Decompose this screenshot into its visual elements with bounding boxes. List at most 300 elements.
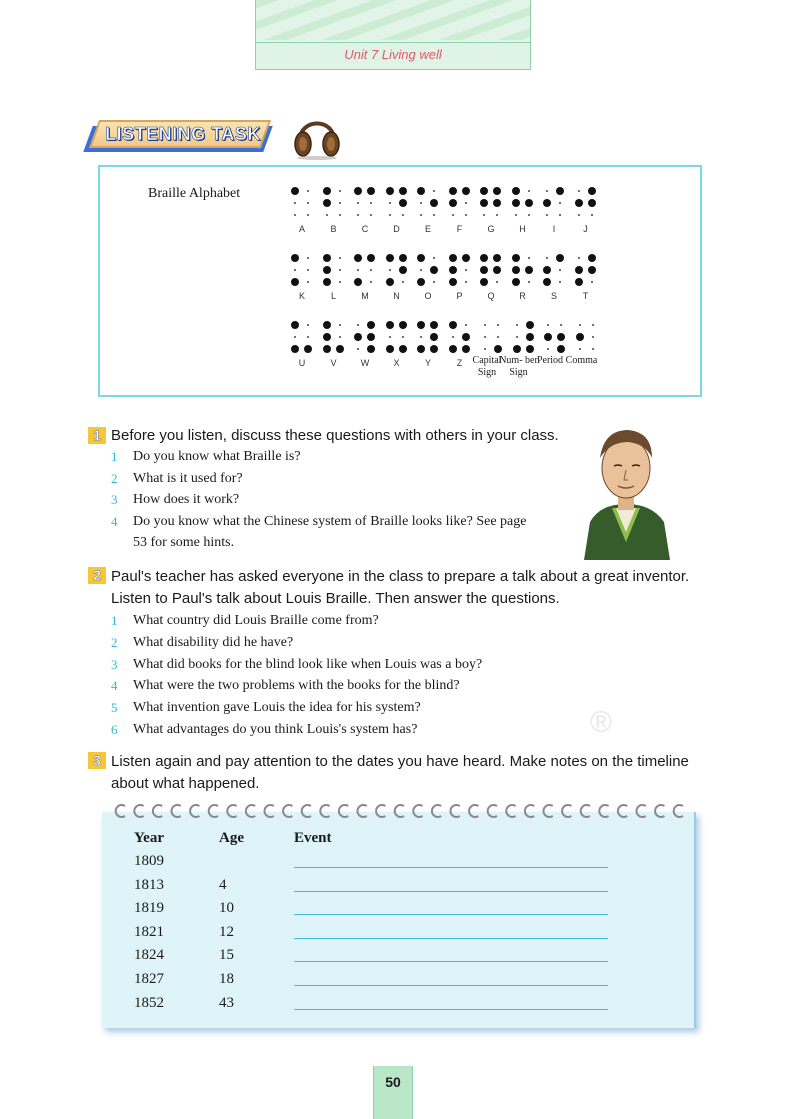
braille-dot-flat [389, 269, 391, 271]
braille-letter-caption: W [360, 358, 370, 368]
question-2-item [111, 632, 294, 653]
braille-dot-flat [307, 202, 309, 204]
timeline-header-age: Age [219, 830, 244, 846]
braille-dot-flat [402, 214, 404, 216]
question-1-item-number: 1 [111, 449, 118, 464]
braille-dot-flat [528, 257, 530, 259]
braille-dot-raised [399, 187, 407, 195]
braille-letter-c [353, 186, 377, 234]
question-2-item-text: What were the two problems with the books for the blind? [133, 678, 460, 694]
braille-letter-caption: J [583, 224, 588, 234]
braille-dot-flat [339, 336, 341, 338]
braille-cell [448, 320, 472, 356]
braille-dot-raised [386, 254, 394, 262]
braille-letter-caption: D [393, 224, 400, 234]
braille-dot-raised [449, 278, 457, 286]
braille-dot-raised [462, 345, 470, 353]
braille-dot-flat [402, 281, 404, 283]
braille-dot-raised [449, 345, 457, 353]
braille-dot-raised [588, 254, 596, 262]
braille-dot-raised [588, 266, 596, 274]
spiral-ring [618, 805, 627, 817]
braille-dot-flat [307, 269, 309, 271]
braille-dot-flat [357, 214, 359, 216]
spiral-ring [339, 805, 348, 817]
braille-dot-flat [516, 324, 518, 326]
page-number: 50 [385, 1074, 401, 1090]
braille-dot-flat [294, 269, 296, 271]
braille-dot-raised [323, 254, 331, 262]
braille-dot-flat [420, 336, 422, 338]
braille-cell [479, 186, 503, 222]
braille-dot-flat [496, 281, 498, 283]
timeline-header-year: Year [134, 830, 164, 846]
braille-dot-flat [370, 269, 372, 271]
spiral-ring [581, 805, 590, 817]
timeline-age: 15 [219, 947, 234, 964]
question-3-badge: 3 [88, 752, 106, 769]
braille-cell [574, 253, 598, 289]
braille-letter-y [416, 320, 440, 368]
braille-dot-flat [339, 214, 341, 216]
braille-dot-flat [389, 202, 391, 204]
braille-dot-raised [323, 199, 331, 207]
braille-dot-raised [575, 199, 583, 207]
braille-dot-flat [420, 214, 422, 216]
braille-letter-q [479, 253, 503, 301]
braille-dot-raised [323, 187, 331, 195]
question-1-item-text: What is it used for? [133, 470, 243, 486]
question-1-item-text: How does it work? [133, 492, 240, 507]
braille-dot-raised [386, 321, 394, 329]
braille-cell [480, 320, 504, 356]
braille-dot-raised [449, 266, 457, 274]
braille-letter-caption: X [393, 358, 400, 368]
braille-dot-raised [512, 254, 520, 262]
braille-dot-flat [578, 214, 580, 216]
braille-dot-flat [515, 214, 517, 216]
braille-dot-flat [465, 202, 467, 204]
braille-cell [512, 320, 536, 356]
braille-cell [542, 253, 566, 289]
braille-dot-flat [294, 336, 296, 338]
timeline-event-line[interactable] [294, 1009, 608, 1010]
braille-dot-raised [526, 345, 534, 353]
braille-dot-flat [370, 281, 372, 283]
braille-dot-flat [465, 281, 467, 283]
braille-symbol [480, 320, 504, 356]
braille-dot-flat [294, 214, 296, 216]
spiral-ring [209, 805, 218, 817]
spiral-ring [134, 805, 143, 817]
braille-dot-raised [462, 187, 470, 195]
question-2-item [111, 654, 483, 675]
notebook-spiral [112, 800, 692, 822]
braille-dot-flat [591, 214, 593, 216]
braille-cell [290, 253, 314, 289]
question-2-item [111, 610, 379, 631]
question-1-item-text: Do you know what Braille is? [133, 449, 301, 464]
question-1-item-number: 4 [111, 513, 118, 529]
spiral-ring [357, 805, 366, 817]
braille-dot-raised [556, 187, 564, 195]
braille-dot-flat [307, 257, 309, 259]
question-2-item-text: What invention gave Louis the idea for his system? [133, 700, 421, 716]
braille-dot-flat [307, 324, 309, 326]
braille-dot-flat [357, 269, 359, 271]
braille-dot-flat [559, 269, 561, 271]
question-1-item-4-continued: 53 for some hints. [133, 535, 235, 550]
spiral-ring [171, 805, 180, 817]
braille-letter-caption: H [519, 224, 526, 234]
spiral-ring [190, 805, 199, 817]
braille-symbol-label: Period [536, 355, 564, 366]
braille-dot-raised [291, 254, 299, 262]
braille-dot-flat [592, 324, 594, 326]
braille-dot-flat [357, 348, 359, 350]
braille-cell [290, 186, 314, 222]
braille-dot-flat [452, 214, 454, 216]
braille-dot-raised [543, 266, 551, 274]
timeline-event-line[interactable] [294, 891, 608, 892]
timeline-year: 1819 [134, 900, 164, 917]
spiral-ring [674, 805, 683, 817]
braille-dot-raised [449, 254, 457, 262]
braille-dot-raised [386, 187, 394, 195]
braille-dot-raised [480, 266, 488, 274]
question-2-item-number: 5 [111, 700, 118, 716]
braille-dot-raised [556, 254, 564, 262]
question-2-heading-line-2: Listen to Paul's talk about Louis Braille. Then answer the questions. [111, 590, 560, 607]
braille-dot-flat [559, 202, 561, 204]
braille-dot-raised [323, 333, 331, 341]
braille-letter-v [322, 320, 346, 368]
braille-dot-flat [547, 348, 549, 350]
question-1-item-text: Do you know what the Chinese system of Braille looks like? See page [133, 513, 527, 529]
braille-dot-raised [575, 278, 583, 286]
spiral-ring [562, 805, 571, 817]
spiral-ring [488, 805, 497, 817]
braille-letter-caption: N [393, 291, 400, 301]
braille-dot-raised [557, 333, 565, 341]
timeline-age: 18 [219, 971, 234, 987]
braille-dot-raised [323, 345, 331, 353]
braille-dot-raised [417, 345, 425, 353]
spiral-ring [153, 805, 162, 817]
headphones-icon [292, 112, 342, 160]
braille-dot-raised [417, 278, 425, 286]
braille-cell [385, 320, 409, 356]
braille-dot-raised [304, 345, 312, 353]
spiral-ring [283, 805, 292, 817]
braille-dot-raised [513, 345, 521, 353]
braille-dot-raised [417, 187, 425, 195]
timeline-year: 1813 [134, 876, 164, 893]
braille-alphabet-label: Braille Alphabet [148, 186, 241, 201]
spiral-ring [469, 805, 478, 817]
braille-cell [322, 320, 346, 356]
spiral-ring [599, 805, 608, 817]
question-2-item-number: 4 [111, 678, 118, 694]
braille-dot-raised [367, 254, 375, 262]
braille-symbol [512, 320, 536, 356]
braille-dot-raised [493, 187, 501, 195]
braille-dot-flat [591, 281, 593, 283]
braille-letter-t [574, 253, 598, 301]
braille-dot-flat [339, 190, 341, 192]
spiral-ring [543, 805, 552, 817]
braille-dot-flat [497, 336, 499, 338]
braille-dot-raised [557, 345, 565, 353]
header-divider [256, 42, 530, 43]
braille-dot-raised [367, 187, 375, 195]
braille-cell [416, 253, 440, 289]
braille-dot-raised [480, 199, 488, 207]
question-3-heading-line-2: about what happened. [111, 775, 260, 792]
braille-dot-raised [526, 321, 534, 329]
braille-symbol-label: Comma [565, 355, 598, 366]
timeline-year: 1827 [134, 971, 164, 987]
spiral-ring [302, 805, 311, 817]
braille-letter-caption: U [298, 358, 306, 368]
braille-dot-raised [588, 199, 596, 207]
braille-cell [353, 186, 377, 222]
braille-letter-b [322, 186, 346, 234]
braille-letter-j [574, 186, 598, 234]
braille-letter-o [416, 253, 440, 301]
braille-letter-caption: Q [487, 291, 495, 301]
braille-dot-raised [480, 278, 488, 286]
braille-letter-caption: B [330, 224, 337, 234]
question-2-item [111, 697, 421, 718]
braille-dot-raised [525, 199, 533, 207]
timeline-header-event: Event [294, 830, 332, 846]
question-2-item-text: What advantages do you think Louis's system has? [133, 722, 418, 737]
braille-letter-caption: V [330, 358, 337, 368]
braille-dot-raised [323, 278, 331, 286]
braille-dot-raised [543, 278, 551, 286]
braille-cell [322, 253, 346, 289]
braille-dot-flat [483, 214, 485, 216]
braille-dot-raised [494, 345, 502, 353]
question-2-item-text: What did books for the blind look like when Louis was a boy? [133, 656, 483, 672]
braille-letter-f [448, 186, 472, 234]
question-2-item-number: 1 [111, 613, 118, 628]
braille-dot-flat [433, 257, 435, 259]
braille-dot-raised [576, 333, 584, 341]
braille-letter-caption: P [456, 291, 463, 301]
listening-task-banner [88, 118, 270, 154]
braille-dot-flat [452, 336, 454, 338]
braille-dot-flat [528, 190, 530, 192]
braille-dot-flat [402, 336, 404, 338]
spiral-ring [655, 805, 664, 817]
braille-dot-raised [399, 254, 407, 262]
braille-dot-flat [546, 257, 548, 259]
braille-dot-raised [512, 266, 520, 274]
braille-dot-flat [339, 257, 341, 259]
braille-dot-raised [493, 266, 501, 274]
question-2-item-number: 6 [111, 722, 118, 737]
braille-cell [575, 320, 599, 356]
braille-dot-flat [307, 336, 309, 338]
braille-dot-raised [399, 345, 407, 353]
braille-letter-p [448, 253, 472, 301]
braille-dot-flat [307, 214, 309, 216]
braille-letter-caption: A [298, 224, 305, 234]
braille-letter-caption: T [582, 291, 589, 301]
braille-dot-raised [354, 254, 362, 262]
timeline-age: 4 [219, 876, 227, 893]
braille-cell [353, 253, 377, 289]
louis-braille-portrait [580, 412, 672, 560]
braille-dot-raised [386, 345, 394, 353]
braille-dot-raised [291, 321, 299, 329]
braille-letter-caption: F [456, 224, 463, 234]
braille-dot-raised [399, 266, 407, 274]
timeline-year: 1809 [134, 853, 164, 869]
braille-dot-raised [512, 278, 520, 286]
timeline-event-line[interactable] [294, 985, 608, 986]
braille-cell [542, 186, 566, 222]
braille-dot-raised [449, 199, 457, 207]
braille-cell [511, 253, 535, 289]
braille-dot-flat [339, 281, 341, 283]
braille-letter-g [479, 186, 503, 234]
timeline-event-line[interactable] [294, 938, 608, 939]
braille-letter-u [290, 320, 314, 368]
braille-dot-flat [420, 202, 422, 204]
spiral-ring [413, 805, 422, 817]
braille-letter-x [385, 320, 409, 368]
spiral-ring [320, 805, 329, 817]
spiral-ring [395, 805, 404, 817]
braille-letter-l [322, 253, 346, 301]
braille-dot-flat [497, 324, 499, 326]
braille-dot-flat [484, 336, 486, 338]
braille-dot-raised [367, 345, 375, 353]
spiral-ring [246, 805, 255, 817]
braille-dot-flat [484, 324, 486, 326]
braille-dot-raised [291, 345, 299, 353]
braille-dot-flat [579, 348, 581, 350]
question-2-item-text: What disability did he have? [133, 634, 294, 650]
braille-dot-raised [417, 321, 425, 329]
braille-dot-flat [465, 324, 467, 326]
braille-dot-raised [354, 333, 362, 341]
spiral-ring [636, 805, 645, 817]
braille-dot-flat [433, 214, 435, 216]
braille-dot-raised [480, 254, 488, 262]
braille-dot-flat [465, 214, 467, 216]
braille-dot-raised [367, 333, 375, 341]
braille-dot-flat [294, 202, 296, 204]
timeline-age: 10 [219, 900, 234, 917]
braille-dot-flat [546, 214, 548, 216]
braille-dot-raised [367, 321, 375, 329]
braille-dot-raised [462, 254, 470, 262]
braille-dot-raised [354, 278, 362, 286]
timeline-event-line[interactable] [294, 914, 608, 915]
braille-letter-m [353, 253, 377, 301]
braille-dot-flat [357, 324, 359, 326]
braille-dot-flat [307, 281, 309, 283]
braille-dot-flat [357, 202, 359, 204]
braille-letter-caption: O [424, 291, 432, 301]
braille-letter-caption: G [487, 224, 495, 234]
braille-dot-raised [543, 199, 551, 207]
braille-letter-caption: E [424, 224, 431, 234]
spiral-ring [432, 805, 441, 817]
question-1-item [111, 446, 301, 467]
braille-letter-caption: C [361, 224, 369, 234]
braille-dot-flat [339, 269, 341, 271]
braille-dot-flat [496, 214, 498, 216]
braille-letter-caption: R [519, 291, 526, 301]
braille-dot-raised [336, 345, 344, 353]
question-2-item-number: 3 [111, 656, 118, 672]
braille-letter-i [542, 186, 566, 234]
spiral-ring [525, 805, 534, 817]
braille-letter-h [511, 186, 535, 234]
braille-cell [574, 186, 598, 222]
braille-cell [385, 186, 409, 222]
braille-dot-flat [528, 214, 530, 216]
braille-cell [353, 320, 377, 356]
braille-symbol-label: Capital Sign [472, 355, 502, 378]
question-2-heading-line-1: Paul's teacher has asked everyone in the class to prepare a talk about a great inventor. [111, 568, 690, 585]
braille-dot-raised [430, 333, 438, 341]
question-2-item-text: What country did Louis Braille come from? [133, 613, 379, 628]
braille-dot-raised [493, 254, 501, 262]
question-1-heading: Before you listen, discuss these questions with others in your class. [111, 427, 559, 444]
braille-dot-flat [370, 214, 372, 216]
braille-letter-caption: S [550, 291, 557, 301]
timeline-event-line[interactable] [294, 961, 608, 962]
braille-dot-raised [354, 187, 362, 195]
question-1-item-number: 2 [111, 470, 118, 486]
braille-dot-flat [559, 281, 561, 283]
braille-dot-raised [291, 278, 299, 286]
braille-letter-n [385, 253, 409, 301]
braille-letter-caption: K [298, 291, 305, 301]
spiral-ring [264, 805, 273, 817]
spiral-ring [450, 805, 459, 817]
braille-dot-flat [546, 190, 548, 192]
section-title: LISTENING TASK [105, 124, 261, 144]
braille-cell [479, 253, 503, 289]
braille-letter-w [353, 320, 377, 368]
question-1-item [111, 511, 527, 532]
braille-dot-flat [465, 269, 467, 271]
braille-dot-raised [449, 187, 457, 195]
braille-dot-raised [386, 278, 394, 286]
braille-letter-caption: L [330, 291, 336, 301]
braille-dot-flat [326, 214, 328, 216]
braille-dot-raised [575, 266, 583, 274]
braille-letter-k [290, 253, 314, 301]
braille-symbol [543, 320, 567, 356]
timeline-event-line[interactable] [294, 867, 608, 868]
braille-dot-raised [544, 333, 552, 341]
braille-dot-flat [339, 202, 341, 204]
braille-dot-flat [516, 336, 518, 338]
braille-dot-raised [449, 321, 457, 329]
braille-cell [511, 186, 535, 222]
spiral-ring [376, 805, 385, 817]
timeline-year: 1824 [134, 947, 164, 964]
braille-dot-flat [433, 190, 435, 192]
